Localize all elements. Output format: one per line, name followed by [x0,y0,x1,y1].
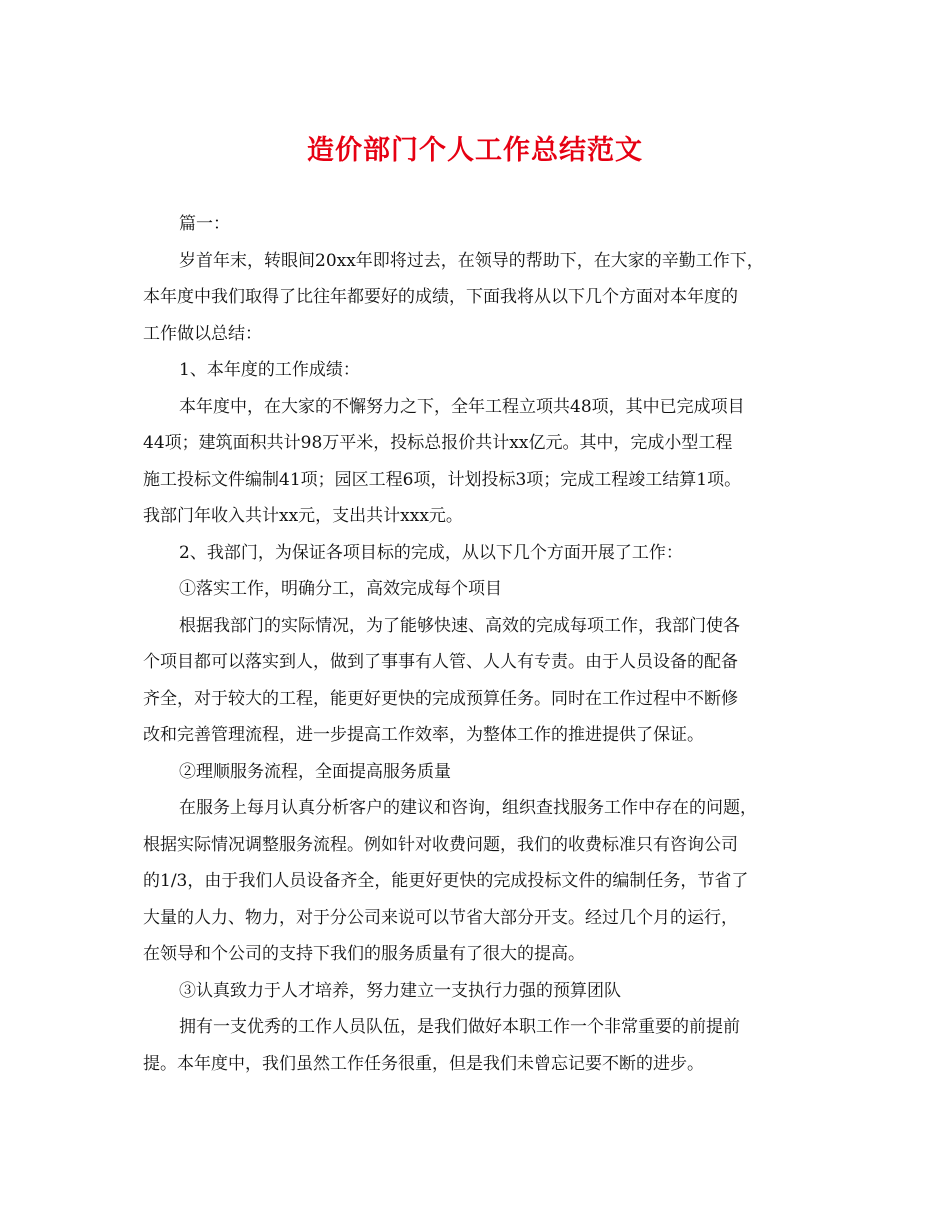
paragraph-line: 本年度中我们取得了比往年都要好的成绩，下面我将从以下几个方面对本年度的 [143,287,738,307]
paragraph-line: 44项；建筑面积共计98万平米，投标总报价共计xx亿元。其中，完成小型工程 [143,433,733,453]
paragraph-line: 本年度中，在大家的不懈努力之下，全年工程立项共48项，其中已完成项目 [179,396,745,417]
paragraph-line: 拥有一支优秀的工作人员队伍，是我们做好本职工作一个非常重要的前提前 [179,1017,740,1037]
paragraph-line: 我部门年收入共计xx元，支出共计xxx元。 [143,506,463,526]
paragraph-line: ②理顺服务流程，全面提高服务质量 [179,761,451,782]
paragraph-line: 在服务上每月认真分析客户的建议和咨询，组织查找服务工作中存在的问题， [179,798,757,818]
paragraph-line: 齐全，对于较大的工程，能更好更快的完成预算任务。同时在工作过程中不断修 [143,688,738,709]
paragraph-line: ①落实工作，明确分工，高效完成每个项目 [179,579,502,599]
paragraph-line: 在领导和个公司的支持下我们的服务质量有了很大的提高。 [143,944,585,964]
paragraph-line: 的1/3，由于我们人员设备齐全，能更好更快的完成投标文件的编制任务，节省了 [143,871,749,891]
paragraph-line: 根据实际情况调整服务流程。例如针对收费问题，我们的收费标准只有咨询公司 [143,834,738,855]
paragraph-line: ③认真致力于人才培养，努力建立一支执行力强的预算团队 [179,980,621,1001]
paragraph-line: 提。本年度中，我们虽然工作任务很重，但是我们未曾忘记要不断的进步。 [143,1053,704,1074]
paragraph-line: 岁首年末，转眼间20xx年即将过去，在领导的帮助下，在大家的辛勤工作下， [179,250,764,271]
paragraph-line: 2、我部门，为保证各项目标的完成，从以下几个方面开展了工作： [179,542,683,563]
paragraph-line: 个项目都可以落实到人，做到了事事有人管、人人有专责。由于人员设备的配备 [143,652,738,672]
paragraph-line: 根据我部门的实际情况，为了能够快速、高效的完成每项工作，我部门使各 [179,615,740,636]
paragraph-line: 施工投标文件编制41项；园区工程6项，计划投标3项；完成工程竣工结算1项。 [143,469,742,490]
document-body [143,206,808,1082]
paragraph-line: 1、本年度的工作成绩： [179,360,360,380]
document-title: 造价部门个人工作总结范文 [307,135,643,166]
paragraph-line: 改和完善管理流程，进一步提高工作效率，为整体工作的推进提供了保证。 [143,725,704,745]
paragraph-line: 篇一： [179,214,230,234]
paragraph-line: 大量的人力、物力，对于分公司来说可以节省大部分开支。经过几个月的运行， [143,907,738,928]
paragraph-line: 工作做以总结： [143,323,262,344]
